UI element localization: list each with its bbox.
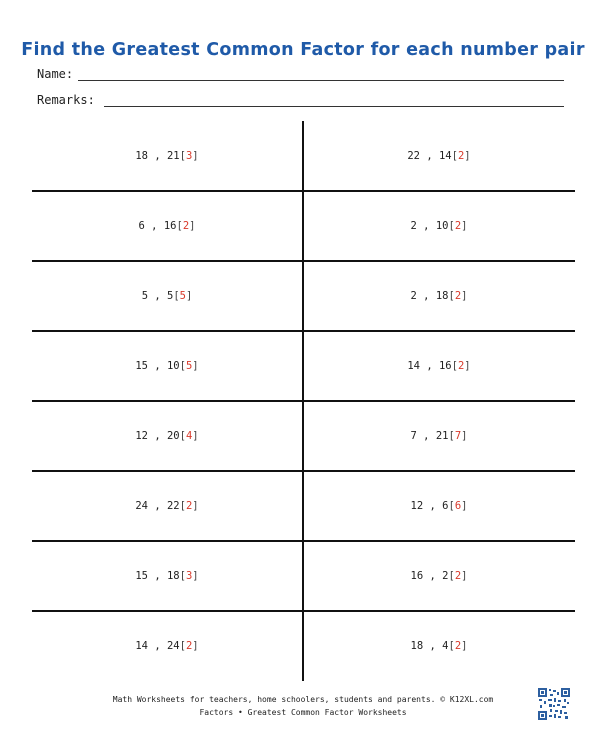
footer-line-2: Factors • Greatest Common Factor Worksheets	[199, 708, 407, 717]
number-b: 24	[166, 640, 180, 652]
gcf-answer: 3	[185, 150, 193, 162]
gcf-answer: 6	[454, 500, 462, 512]
problem-grid	[32, 121, 575, 681]
remarks-line[interactable]	[104, 106, 564, 107]
number-b: 20	[166, 430, 180, 442]
gcf-answer: 2	[457, 360, 465, 372]
problem-cell: 14 , 24 [ 2 ]	[135, 640, 199, 652]
number-b: 10	[435, 220, 449, 232]
number-b: 18	[435, 290, 449, 302]
number-a: 2	[410, 290, 417, 302]
remarks-label: Remarks:	[37, 93, 95, 107]
qr-code-icon	[538, 688, 570, 720]
number-a: 14	[407, 360, 421, 372]
gcf-answer: 2	[185, 500, 193, 512]
number-a: 15	[135, 360, 149, 372]
number-a: 22	[407, 150, 421, 162]
number-a: 2	[410, 220, 417, 232]
problem-cell: 18 , 21 [ 3 ]	[135, 150, 199, 162]
problem-cell: 15 , 10 [ 5 ]	[135, 360, 199, 372]
number-b: 21	[435, 430, 449, 442]
number-b: 16	[438, 360, 452, 372]
problem-cell: 24 , 22 [ 2 ]	[135, 500, 199, 512]
name-line[interactable]	[78, 80, 564, 81]
problem-cell: 5 , 5 [ 5 ]	[141, 290, 193, 302]
gcf-answer: 2	[454, 290, 462, 302]
number-a: 16	[410, 570, 424, 582]
gcf-answer: 2	[454, 640, 462, 652]
number-b: 18	[166, 570, 180, 582]
gcf-answer: 2	[185, 640, 193, 652]
number-b: 4	[442, 640, 449, 652]
gcf-answer: 4	[185, 430, 193, 442]
gcf-answer: 3	[185, 570, 193, 582]
problem-cell: 16 , 2 [ 2 ]	[410, 570, 468, 582]
number-b: 21	[166, 150, 180, 162]
number-a: 12	[410, 500, 424, 512]
number-a: 12	[135, 430, 149, 442]
footer-line-1: Math Worksheets for teachers, home schoolers, students and parents. © K12XL.com	[112, 695, 494, 704]
number-a: 14	[135, 640, 149, 652]
problem-cell: 22 , 14 [ 2 ]	[407, 150, 471, 162]
gcf-answer: 2	[454, 220, 462, 232]
problem-cell: 14 , 16 [ 2 ]	[407, 360, 471, 372]
problem-cell: 12 , 20 [ 4 ]	[135, 430, 199, 442]
problem-cell: 18 , 4 [ 2 ]	[410, 640, 468, 652]
number-b: 10	[166, 360, 180, 372]
problem-cell: 7 , 21 [ 7 ]	[410, 430, 468, 442]
number-a: 15	[135, 570, 149, 582]
gcf-answer: 7	[454, 430, 462, 442]
problem-cell: 2 , 10 [ 2 ]	[410, 220, 468, 232]
problem-cell: 12 , 6 [ 6 ]	[410, 500, 468, 512]
gcf-answer: 5	[179, 290, 186, 302]
problem-cell: 2 , 18 [ 2 ]	[410, 290, 468, 302]
gcf-answer: 5	[185, 360, 193, 372]
number-b: 2	[442, 570, 449, 582]
worksheet-title: Find the Greatest Common Factor for each number pair	[21, 40, 585, 60]
number-b: 14	[438, 150, 452, 162]
number-a: 18	[410, 640, 424, 652]
number-a: 7	[410, 430, 417, 442]
number-b: 16	[163, 220, 177, 232]
number-b: 22	[166, 500, 180, 512]
number-a: 6	[138, 220, 145, 232]
gcf-answer: 2	[457, 150, 465, 162]
name-label: Name:	[37, 67, 74, 81]
gcf-answer: 2	[182, 220, 190, 232]
problem-cell: 6 , 16 [ 2 ]	[138, 220, 196, 232]
number-b: 6	[442, 500, 449, 512]
number-a: 24	[135, 500, 149, 512]
gcf-answer: 2	[454, 570, 462, 582]
number-a: 18	[135, 150, 149, 162]
number-a: 5	[141, 290, 149, 302]
problem-cell: 15 , 18 [ 3 ]	[135, 570, 199, 582]
number-b: 5	[166, 290, 174, 302]
